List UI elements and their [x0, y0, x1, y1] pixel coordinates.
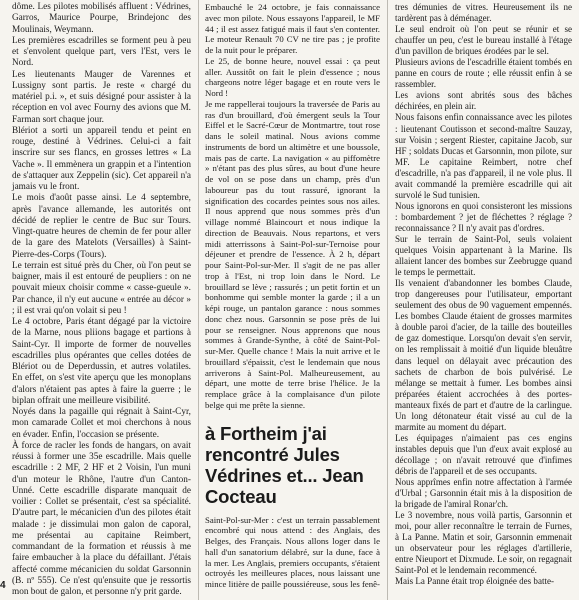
paragraph: Le 3 novembre, nous voilà partis, Garsonnin et moi, pour aller reconnaître le terrain de Furnes, à La Panne. Matin et soir, Garsonnin emmenait un observateur pour les réglages d'artillerie, entre Nieuport et Dixmude. Le soir, on regagnait Saint-Pol et le lendemain recommencé.: [395, 510, 572, 576]
paragraph: Les avions sont abrités sous des bâches déchirées, en plein air.: [395, 90, 572, 112]
paragraph: Ils venaient d'abandonner les bombes Claude, trop dangereuses pour l'utilisateur, emportant seulement des obus de 90 vaguement empennés. Les bombes Claude étaient de grosses marmites à double paroi d'acier, de la taille des bouteilles de gaz domestique. Lorsqu'on devait s'en servir, on les remplissait à moitié d'un liquide bleuâtre dans lequel on délayait avec précaution des sachets de charbon de bois pulvérisé. Le mélange se mettait à fumer. Les bombes ainsi préparées étaient accrochées à des portes-manteaux fixés de part et d'autre de la carlingue. Un long détonateur était vissé au cul de la marmite au moment du départ.: [395, 278, 572, 432]
paragraph: Saint-Pol-sur-Mer : c'est un terrain passablement encombré qui nous attend : des Anglais, des Belges, des Français. Nous allons loger dans le hall d'un sanatorium délabré, sur la dune, face à la mer. Les Anglais, premiers occupants, s'étaient octroyés les meilleures places, nous laissant une mince litière de paille poussiéreuse, sous les fenê-: [205, 514, 380, 589]
paragraph: tres démunies de vitres. Heureusement ils ne tardèrent pas à déménager.: [395, 2, 572, 24]
paragraph: Nous apprîmes enfin notre affectation à l'armée d'Urbal ; Garsonnin était mis à la disposition de la brigade de l'amiral Ronar'ch.: [395, 477, 572, 510]
paragraph: Le mois d'août passe ainsi. Le 4 septembre, après l'avance allemande, les autorités ont décidé de replier le centre de Buc sur Tours. Vingt-quatre heures de chemin de fer pour aller de la gare des Matelots (Versailles) à Saint-Pierre-des-Corps (Tours).: [12, 193, 191, 260]
paragraph: Noyés dans la pagaille qui régnait à Saint-Cyr, mon camarade Collet et moi cherchons à nous en évader. Enfin, l'occasion se présente.: [12, 407, 191, 440]
text-column-3: [395, 2, 572, 587]
column-divider: [198, 0, 199, 600]
paragraph: Le seul endroit où l'on peut se réunir et se chauffer un peu, c'est le bureau installé à l'étage d'un pavillon de briques érodées par le sel.: [395, 24, 572, 57]
paragraph: Les lieutenants Mauger de Varennes et Lussigny sont partis. Je reste « chargé du matériel p.i. », et suis désigné pour assister à la réception en vol avec Fourny des avions que M. Farman sort chaque jour.: [12, 69, 191, 125]
paragraph: Plusieurs avions de l'escadrille étaient tombés en panne en cours de route ; elle réussit enfin à se rassembler.: [395, 57, 572, 90]
text-column-1: [12, 2, 191, 598]
paragraph: À force de racler les fonds de hangars, on avait réussi à former une 35e escadrille. Mais quelle escadrille : 2 MF, 2 HF et 2 Voisin, l'un muni d'un moteur le Rhône, l'autre d'un Canton-Unné. Cette escadrille disparate manquait de voilier : Collet se présentait, c'est sa spécialité. D'autre part, le mécanicien d'un des pilotes était malade : je dissimulai mon galon de caporal, me présentai au capitaine Reimbert, commandant de la formation et réussis à me faire embaucher à la place du défaillant. J'étais affecté comme mécanicien du soldat Garsonnin (B. nº 555). Ce n'est qu'ensuite que je ressortis mon bout de galon, et personne n'y prit garde.: [12, 440, 191, 597]
paragraph: Les premières escadrilles se forment peu à peu et s'envolent quelque part, vers l'Est, vers le Nord.: [12, 35, 191, 69]
paragraph: Nous ignorons en quoi consisteront les missions : bombardement ? jet de fléchettes ? réglage ? reconnaissance ? Il n'y avait pas d'ordres.: [395, 200, 572, 233]
paragraph: Mais La Panne était trop éloignée des batte-: [395, 576, 555, 587]
paragraph: Sur le terrain de Saint-Pol, seuls volaient quelques Voisin appartenant à la Marine. Ils allaient lancer des bombes sur Zeebrugge quand le temps le permettait.: [395, 233, 572, 278]
page-number: 4: [0, 580, 6, 591]
paragraph: Le 4 octobre, Paris étant dégagé par la victoire de la Marne, nous pliions bagage et partions à Saint-Cyr. Il importe de former de nouvelles escadrilles plus opérantes que celles dotées de Blériot ou de Deperdussin, et autres volatiles. En effet, on s'est vite aperçu que les monoplans d'alors n'étaient pas aptes à faire la guerre ; le biplan offrait une meilleure visibilité.: [12, 317, 191, 406]
section-heading: à Fortheim j'ai rencontré Jules Védrines et... Jean Cocteau: [205, 422, 364, 507]
paragraph: Je me rappellerai toujours la traversée de Paris au ras d'un brouillard, d'où émergent seuls la Tour Eiffel et le Sacré-Cœur de Montmartre, tout rose dans le soleil matinal. Nous avions comme instruments de bord un altimètre et une boussole, mais pas de carte. La navigation « au piffomètre » n'étant pas des plus sûres, au bout d'une heure de vol on se pose dans un champ, près d'un laboureur pas du tout rassuré, ignorant la signification des cocardes peintes sous nos ailes. Il nous apprend que nous sommes près d'un village nommé Blaincourt et nous indique la direction de Beauvais. Nous repartons, et vers midi atterrissons à Saint-Pol-sur-Ternoise pour déjeuner et prendre de l'essence. À 2 h, départ pour Saint-Pol-sur-Mer. Il s'agit de ne pas aller trop à l'Est, ni trop loin dans le Nord. Le brouillard se lève ; rassurés ; un petit fortin et un bonhomme qui semble monter la garde ; il a un képi rouge, un pantalon garance : nous sommes donc chez nous. Garsonnin se pose près de lui pour se renseigner. Nous apprenons que nous sommes à Grande-Synthe, à côté de Saint-Pol-sur-Mer. Quelle chance ! Mais la nuit arrive et le brouillard s'épaissit, c'est le lendemain que nous arriverons à Saint-Pol. Malheureusement, au départ, une motte de terre brise l'hélice. Je la remplace grâce à la complaisance d'un pilote belge qui me prête la sienne.: [205, 98, 380, 410]
paragraph: Le terrain est situé près du Cher, où l'on peut se baigner, mais il est entouré de peupliers : on ne pouvait mieux choisir comme « casse-gueule ». Par chance, il n'y eut aucune « entrée au décor » ; il est vrai qu'on volait si peu !: [12, 260, 191, 316]
column-divider: [387, 0, 388, 600]
paragraph: Les équipages n'aimaient pas ces engins instables depuis que l'un d'eux avait explosé au décollage ; on n'avait retrouvé que d'infimes débris de l'appareil et de ses occupants.: [395, 432, 572, 476]
text-column-2: [205, 2, 380, 590]
paragraph: Nous faisons enfin connaissance avec les pilotes : lieutenant Coutisson et second-maître Sauzay, sur Voisin ; sergent Riester, capitaine Jacob, sur HF ; soldats Ducas et Garsonnin, mon pilote, sur MF. Le capitaine Reimbert, notre chef d'escadrille, n'a pas d'appareil, il ne vole plus. Il avait commandé la première escadrille qui ait survolé le Sud tunisien.: [395, 112, 572, 200]
paragraph: dôme. Les pilotes mobilisés affluent : Védrines, Garros, Maurice Pourpe, Brindejonc des Moulinais, Weymann.: [12, 2, 191, 35]
paragraph: Blériot a sorti un appareil tendu et peint en rouge, destiné à Védrines. Celui-ci a fait inscrire sur ses flancs, en grosses lettres « La Vache ». Il emmènera un grappin et a l'intention de s'attaquer aux Zeppelin (sic). Cet appareil n'a jamais vu le front.: [12, 125, 191, 192]
paragraph: Le 25, de bonne heure, nouvel essai : ça peut aller. Aussitôt on fait le plein d'essence ; nous chargeons notre léger bagage et en route vers le Nord !: [205, 55, 380, 98]
paragraph: Embauché le 24 octobre, je fais connaissance avec mon pilote. Nous essayons l'appareil, le MF 44 ; il est assez fatigué mais il faut s'en contenter. Le moteur Renault 70 CV ne tire pas ; je profite de la nuit pour le préparer.: [205, 2, 380, 55]
